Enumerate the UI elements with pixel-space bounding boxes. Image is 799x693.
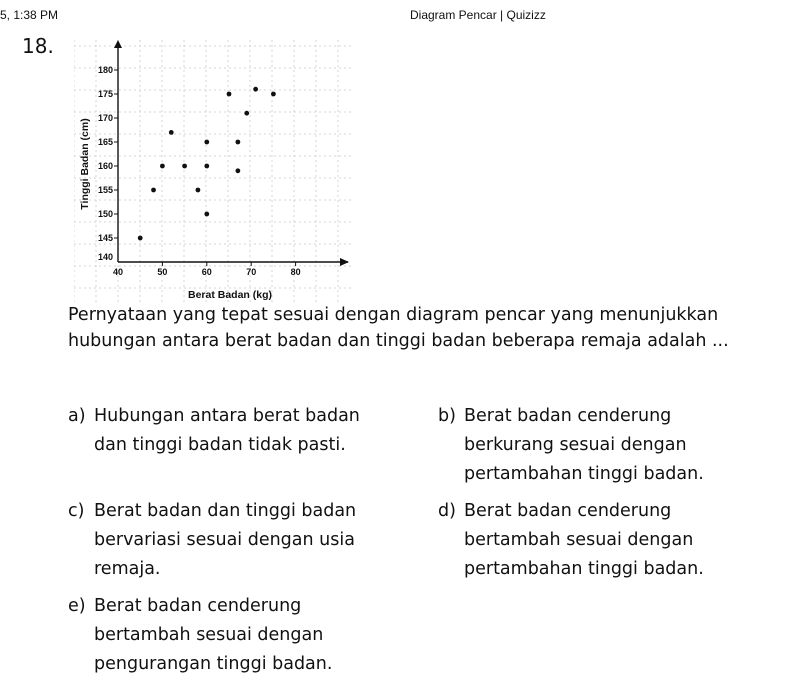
option-b-letter: b) xyxy=(438,406,456,426)
option-c-text: Berat badan dan tinggi badan bervariasi sesuai dengan usia remaja. xyxy=(94,501,357,579)
print-header xyxy=(0,0,799,24)
data-point xyxy=(169,130,174,135)
data-point xyxy=(244,111,249,116)
x-tick-label: 40 xyxy=(112,267,124,277)
y-axis-label: Tinggi Badan (cm) xyxy=(79,118,91,210)
data-point xyxy=(196,188,201,193)
y-tick-label: 180 xyxy=(97,65,113,75)
x-tick-label: 80 xyxy=(290,267,301,277)
data-point xyxy=(271,92,276,97)
data-point xyxy=(227,92,232,97)
option-a-text: Hubungan antara berat badan dan tinggi badan tidak pasti. xyxy=(94,406,360,455)
data-point xyxy=(138,236,143,241)
print-timestamp: 5, 1:38 PM xyxy=(0,8,59,22)
x-tick-label: 70 xyxy=(246,267,257,277)
y-axis-arrow xyxy=(114,40,122,48)
data-point xyxy=(253,87,258,92)
data-point xyxy=(204,140,209,145)
x-tick-label: 60 xyxy=(201,267,212,277)
y-tick-label: 145 xyxy=(97,233,113,243)
x-axis-label: Berat Badan (kg) xyxy=(187,289,273,301)
y-tick-label: 155 xyxy=(97,185,113,195)
data-point xyxy=(235,168,240,173)
x-axis-arrow xyxy=(340,258,349,266)
data-point xyxy=(151,188,156,193)
option-a-letter: a) xyxy=(68,406,86,426)
y-tick-label: 175 xyxy=(97,89,113,99)
option-e-text: Berat badan cenderung bertambah sesuai dengan pengurangan tinggi badan. xyxy=(94,596,333,674)
scatter-chart xyxy=(74,40,354,308)
option-c-letter: c) xyxy=(68,501,85,521)
y-tick-label: 165 xyxy=(97,137,113,147)
option-d-text: Berat badan cenderung bertambah sesuai dengan pertambahan tinggi badan. xyxy=(464,501,704,579)
data-point xyxy=(204,164,209,169)
data-point xyxy=(204,212,209,217)
x-tick-label: 50 xyxy=(157,267,168,277)
question-text: Pernyataan yang tepat sesuai dengan diagram pencar yang menunjukkan hubungan antara berat badan dan tinggi badan beberapa remaja adalah ... xyxy=(68,305,729,351)
page-title: Diagram Pencar | Quizizz xyxy=(410,8,546,22)
option-e-letter: e) xyxy=(68,596,86,616)
data-point xyxy=(160,164,165,169)
option-d-letter: d) xyxy=(438,501,456,521)
y-tick-label: 160 xyxy=(97,161,113,171)
y-tick-label: 140 xyxy=(97,252,113,262)
data-point xyxy=(182,164,187,169)
y-tick-label: 150 xyxy=(97,209,113,219)
y-tick-label: 170 xyxy=(97,113,113,123)
data-point xyxy=(235,140,240,145)
option-b-text: Berat badan cenderung berkurang sesuai dengan pertambahan tinggi badan. xyxy=(464,406,704,484)
question-number: 18. xyxy=(22,34,54,58)
